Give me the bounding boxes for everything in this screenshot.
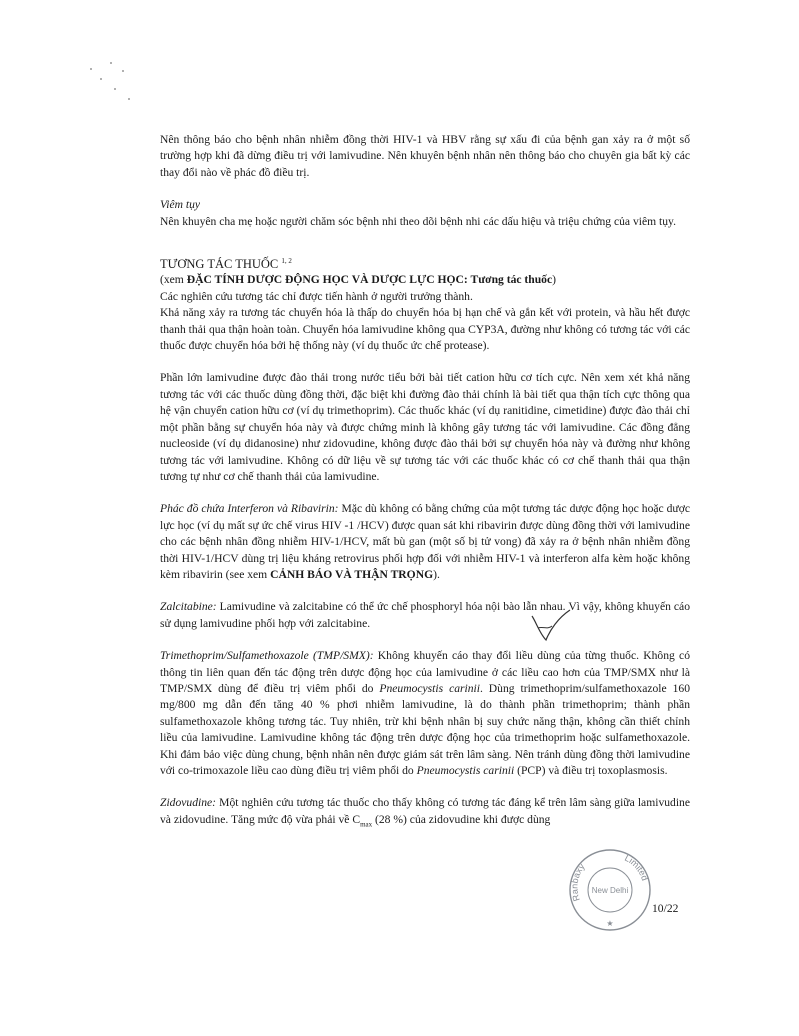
subheading-viem-tuy: Viêm tụy: [160, 198, 201, 212]
section-footnote: 1, 2: [281, 256, 292, 265]
stamp-right-text: Limited: [623, 852, 651, 882]
paragraph-tmp-smx: Trimethoprim/Sulfamethoxazole (TMP/SMX): Không khuyến cáo thay đổi liều dùng của từng thuốc. Không có thông tin liên quan đến tác động trên dược động học của lamivudine ở các liều cao hơn của TMP/SMX như là TMP/SMX dùng để điều trị viêm phổi do Pneumocystis carinii. Dùng trimethoprim/sulfamethoxazole 160 mg/800 mg dẫn đến tăng 40 % phơi nhiễm lamivudine, là do thành phần trimethoprim; thành phần sulfamethoxazole không tương tác. Tuy nhiên, trừ khi bệnh nhân bị suy chức năng thận, không cần thiết chỉnh liều của lamivudine. Lamivudine không tác động trên dược động học của trimethoprim hoặc sulfamethoxazole. Khi đảm bảo việc dùng chung, bệnh nhân nên được giám sát trên lâm sàng. Nên tránh dùng đồng thời lamivudine với co-trimoxazole liều cao dùng điều trị viêm phổi do Pneumocystis carinii (PCP) và điều trị toxoplasmosis.: [160, 649, 690, 777]
paragraph-hbv: Nên thông báo cho bệnh nhân nhiễm đồng thời HIV-1 và HBV rằng sự xấu đi của bệnh gan xảy ra ở một số trường hợp khi đã dừng điều trị với lamivudine. Nên khuyên bệnh nhân nên thông báo cho chuyên gia bất kỳ các thay đổi nào về phác đồ điều trị.: [160, 133, 690, 179]
stamp-star-icon: ★: [606, 919, 614, 928]
handwritten-check-mark: [528, 608, 574, 648]
paragraph-zalcitabine: Zalcitabine: Lamivudine và zalcitabine có thể ức chế phosphoryl hóa nội bào lẫn nhau. Vì vậy, không khuyến cáo sử dụng lamivudine phối hợp với zalcitabine.: [160, 600, 690, 630]
paragraph-interferon: Phác đồ chứa Interferon và Ribavirin: Mặc dù không có bằng chứng của một tương tác dược động học hoặc dược lực học (ví dụ mất sự ức chế virus HIV -1 /HCV) được quan sát khi ribavirin được dùng đồng thời với lamivudine cho các bệnh nhân đồng nhiễm HIV-1/HCV, mất bù gan (một số bị tử vong) đã xảy ra ở bệnh nhân nhiễm đồng thời HIV-1/HCV dùng trị liệu kháng retrovirus phối hợp đối với nhiễm HIV-1 và interferon alfa kèm hoặc không kèm ribavirin (see xem CẢNH BÁO VÀ THẬN TRỌNG).: [160, 502, 690, 581]
paragraph-metabolism: Khả năng xảy ra tương tác chuyển hóa là thấp do chuyển hóa bị hạn chế và gắn kết với protein, và hầu hết được thanh thải qua thận hoàn toàn. Chuyển hóa lamivudine không qua CYP3A, đường như không có tương tác với các thuốc được chuyển hóa bởi hệ thống này (ví dụ thuốc ức chế protease).: [160, 306, 690, 353]
svg-text:Ranbaxy: [569, 861, 587, 902]
scan-speckles: [78, 58, 138, 108]
section-title: TƯƠNG TÁC THUỐC $^{1, 2}$: [160, 256, 292, 272]
document-page: [160, 132, 690, 828]
paragraph-adults: Các nghiên cứu tương tác chỉ được tiến hành ở người trưởng thành.: [160, 289, 473, 303]
stamp-top-text: Ranbaxy: [569, 861, 587, 903]
see-reference: (xem ĐẶC TÍNH DƯỢC ĐỘNG HỌC VÀ DƯỢC LỰC HỌC: Tương tác thuốc): [160, 273, 556, 287]
stamp-center-text: New Delhi: [591, 886, 629, 895]
svg-text:Limited: [623, 853, 650, 882]
paragraph-zidovudine: Zidovudine: Một nghiên cứu tương tác thuốc cho thấy không có tương tác đáng kể trên lâm sàng giữa lamivudine và zidovudine. Tăng mức độ vừa phải về $C_{max}$ (28 %) của zidovudine khi được dùng: [160, 796, 690, 829]
page-number: 10/22: [652, 902, 679, 915]
paragraph-viem-tuy: Nên khuyên cha mẹ hoặc người chăm sóc bệnh nhi theo dõi bệnh nhi các dấu hiệu và triệu chứng của viêm tụy.: [160, 214, 676, 228]
paragraph-renal: Phần lớn lamivudine được đào thải trong nước tiểu bởi bài tiết cation hữu cơ tích cực. Nên xem xét khả năng tương tác với các thuốc dùng đồng thời, đặc biệt khi đường đào thải chính là bài tiết qua thận tích cực thông qua hệ vận chuyển cation hữu cơ (ví dụ trimethoprim). Các thuốc khác (ví dụ ranitidine, cimetidine) được đào thải chỉ một phần bằng sự chuyển hóa này và được chứng minh là không gây tương tác với lamivudine. Các đồng đẳng nucleoside (ví dụ didanosine) như zidovudine, không được đào thải bởi sự chuyển hóa này và đường như không tương tác với lamivudine. Không có dữ liệu về sự tương tác với các thuốc khác có cơ chế thanh thải qua thận tương tự như cơ chế thanh thải của lamivudine.: [160, 371, 690, 483]
company-stamp: [566, 846, 654, 934]
